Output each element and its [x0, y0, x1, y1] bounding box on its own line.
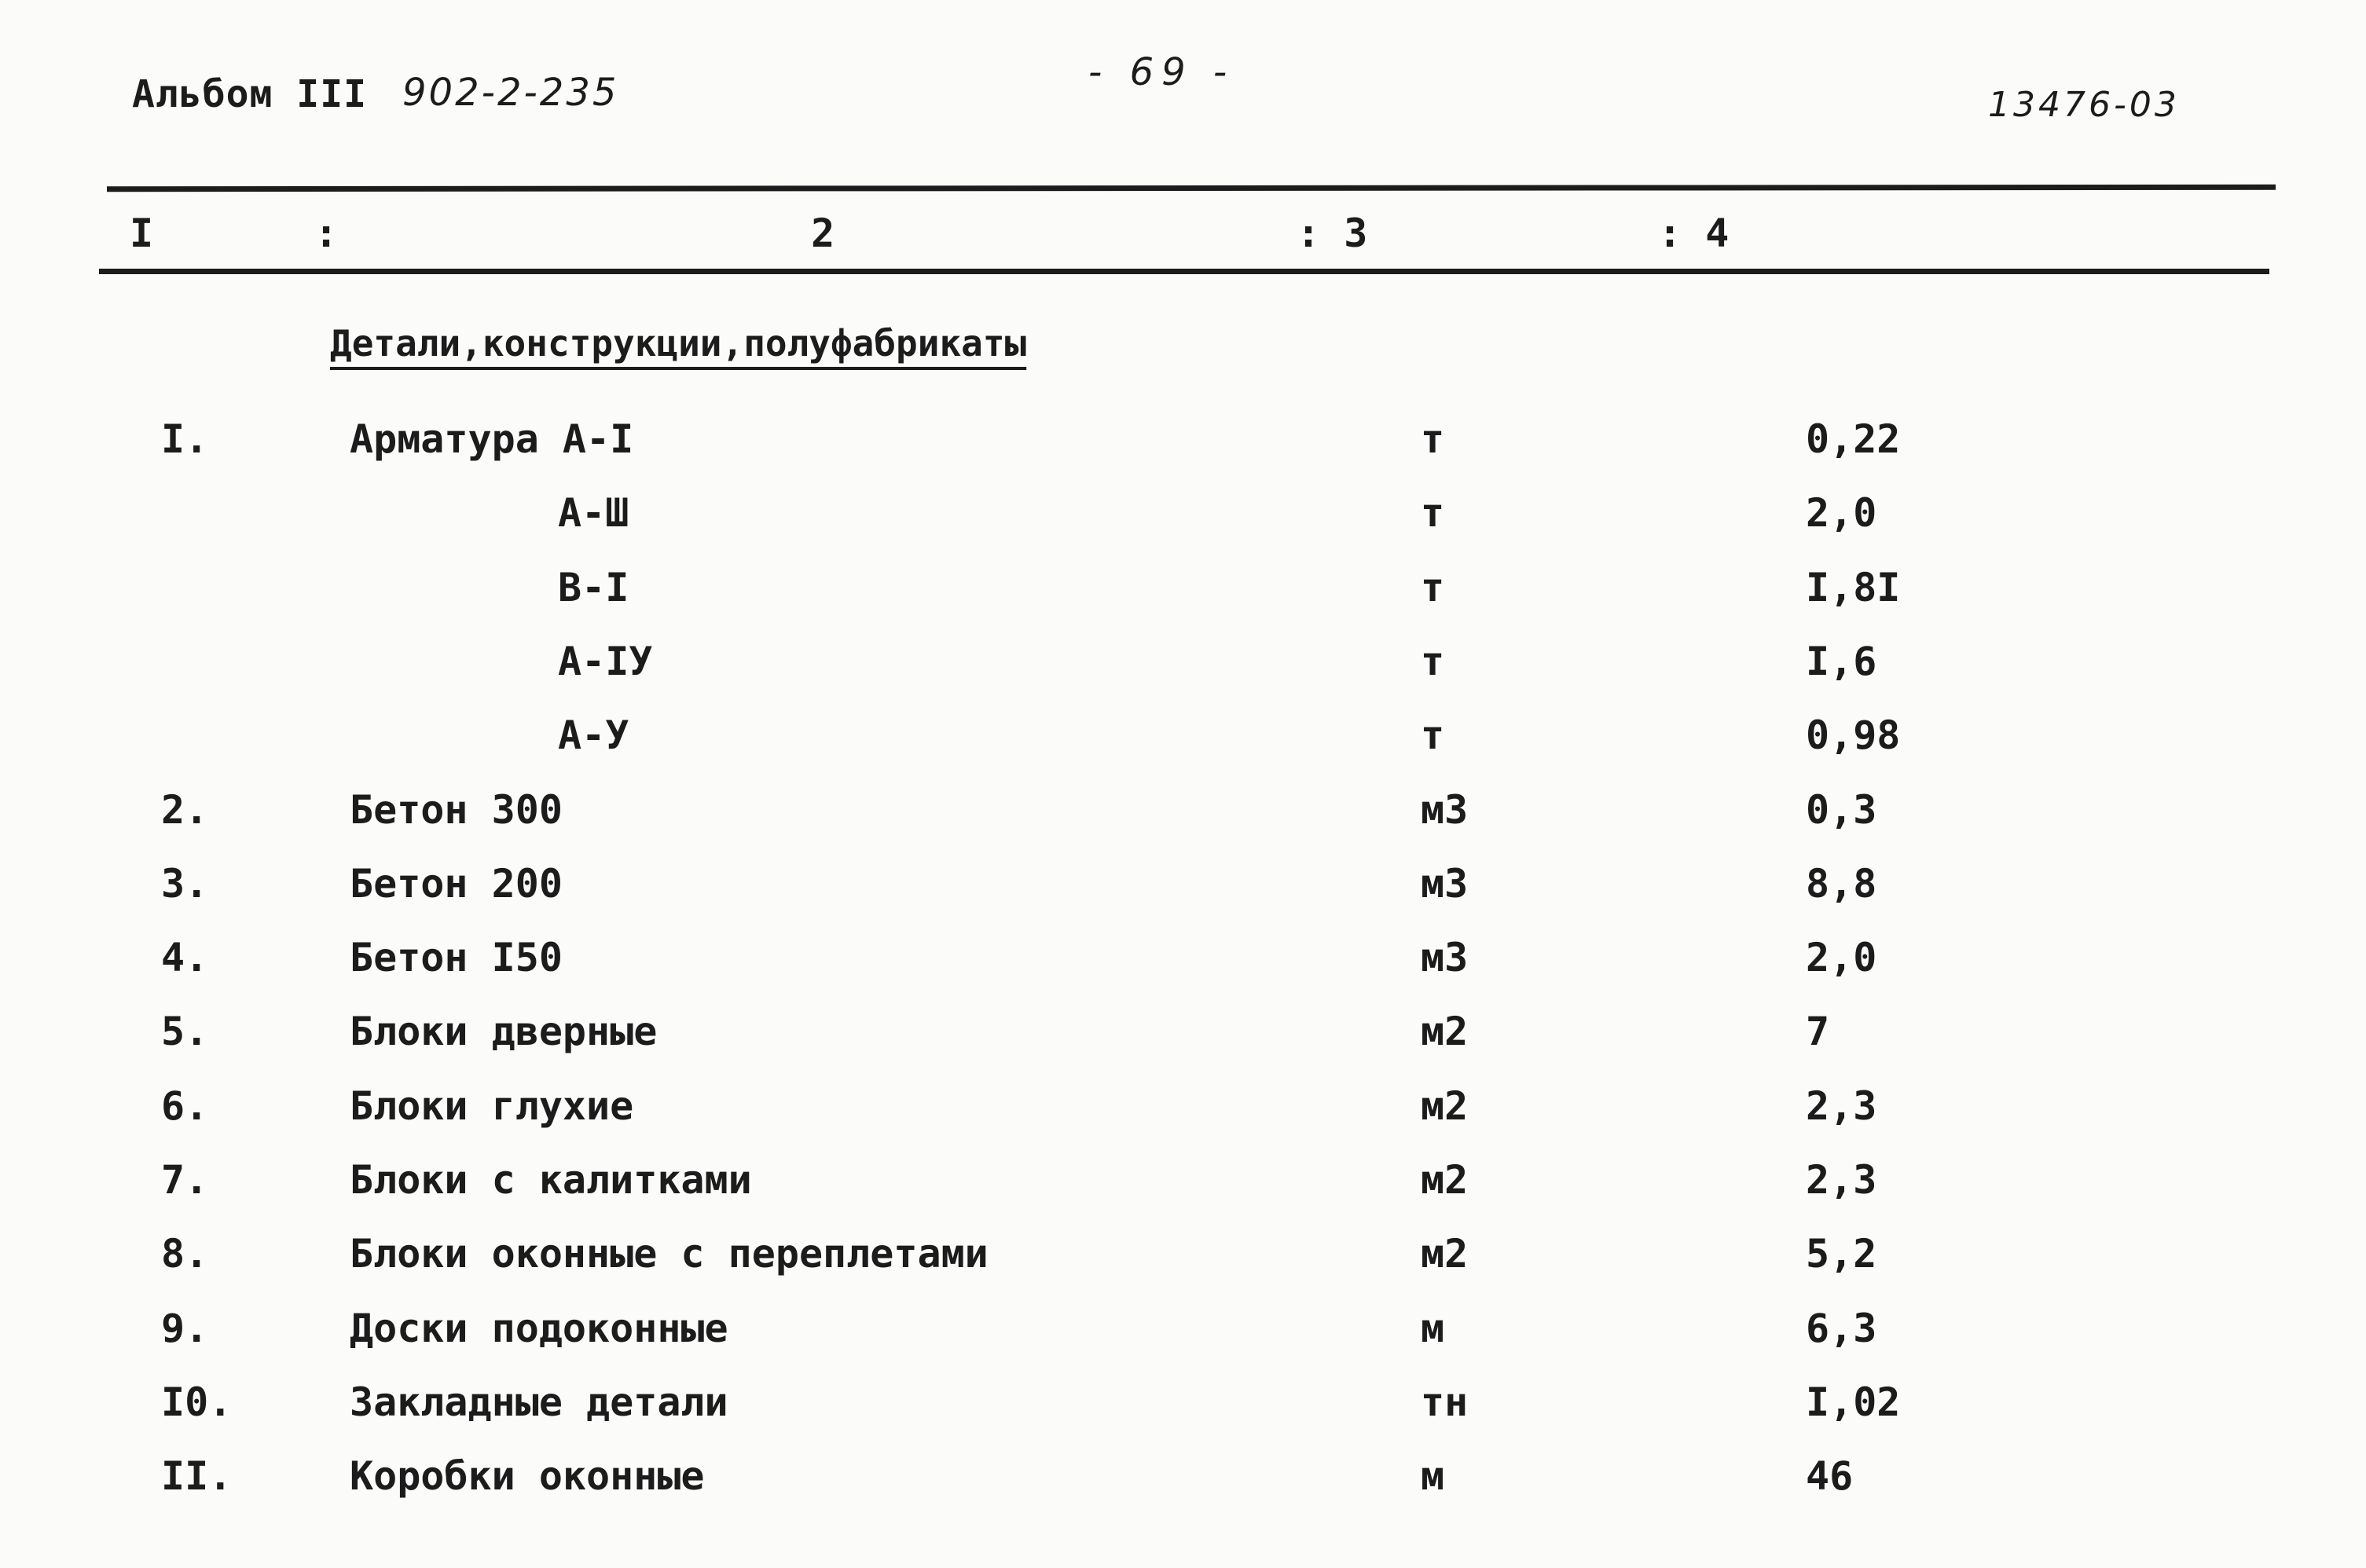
row-unit: м3 — [1421, 860, 1469, 907]
table-row — [0, 1009, 2366, 1083]
table-row — [0, 639, 2366, 713]
row-unit: м2 — [1421, 1231, 1469, 1277]
row-value: 2,0 — [1806, 935, 1877, 981]
table-row — [0, 935, 2366, 1009]
row-name: Бетон 200 — [350, 860, 563, 907]
column-header-1: I — [130, 211, 154, 256]
row-unit: м3 — [1421, 935, 1469, 981]
row-unit: т — [1421, 638, 1445, 684]
row-value: 0,22 — [1806, 416, 1901, 462]
row-name: Блоки с калитками — [350, 1157, 752, 1203]
row-name: Доски подоконные — [350, 1305, 728, 1351]
page-number: - 69 - — [1088, 50, 1235, 94]
row-unit: т — [1421, 490, 1445, 537]
row-number: 7. — [161, 1157, 209, 1203]
column-header-3: : 3 — [1297, 211, 1368, 256]
table-row — [0, 713, 2366, 786]
row-name: Коробки оконные — [350, 1453, 705, 1500]
row-unit: м — [1421, 1453, 1445, 1500]
row-value: 2,3 — [1806, 1157, 1877, 1203]
table-row — [0, 861, 2366, 935]
row-value: 7 — [1806, 1009, 1830, 1055]
row-name: Блоки глухие — [350, 1083, 634, 1129]
column-header-4: : 4 — [1658, 211, 1730, 256]
document-number: 13476-03 — [1988, 85, 2180, 125]
row-value: 0,98 — [1806, 713, 1901, 759]
row-unit: м2 — [1421, 1083, 1469, 1129]
row-name: Арматура А-I — [350, 416, 634, 462]
row-number: 8. — [161, 1231, 209, 1277]
row-name: А-Ш — [558, 490, 629, 537]
row-number: 2. — [161, 786, 209, 833]
table-row — [0, 1157, 2366, 1231]
table-row — [0, 1231, 2366, 1305]
row-unit: тн — [1421, 1379, 1469, 1425]
row-unit: м — [1421, 1305, 1445, 1351]
table-row — [0, 490, 2366, 564]
row-value: I,6 — [1806, 638, 1877, 684]
row-value: 0,3 — [1806, 786, 1877, 833]
row-value: 2,3 — [1806, 1083, 1877, 1129]
row-name: А-У — [558, 713, 629, 759]
row-value: I,02 — [1806, 1379, 1901, 1425]
row-unit: т — [1421, 416, 1445, 462]
table-header-rule — [99, 269, 2269, 274]
row-value: 5,2 — [1806, 1231, 1877, 1277]
row-value: 2,0 — [1806, 490, 1877, 537]
row-unit: м3 — [1421, 786, 1469, 833]
row-value: 8,8 — [1806, 860, 1877, 907]
row-number: I. — [161, 416, 209, 462]
row-name: А-IУ — [558, 638, 653, 684]
row-name: Блоки оконные с переплетами — [350, 1231, 989, 1277]
album-label: Альбом III — [132, 72, 367, 116]
row-name: Бетон 300 — [350, 786, 563, 833]
table-row — [0, 1379, 2366, 1453]
row-value: 6,3 — [1806, 1305, 1877, 1351]
table-row — [0, 1453, 2366, 1527]
project-code: 902-2-235 — [402, 71, 619, 115]
row-number: I0. — [161, 1379, 233, 1425]
row-value: 46 — [1806, 1453, 1854, 1500]
row-unit: т — [1421, 713, 1445, 759]
section-title — [330, 322, 1026, 365]
row-number: 6. — [161, 1083, 209, 1129]
row-number: 9. — [161, 1305, 209, 1351]
row-unit: м2 — [1421, 1157, 1469, 1203]
column-header-2: : 2 — [314, 211, 835, 256]
table-row — [0, 787, 2366, 861]
row-number: 5. — [161, 1009, 209, 1055]
row-number: II. — [161, 1453, 233, 1500]
table-row — [0, 416, 2366, 490]
row-unit: т — [1421, 564, 1445, 610]
table-row — [0, 1083, 2366, 1157]
table-row — [0, 565, 2366, 639]
table-top-rule — [107, 185, 2276, 192]
row-unit: м2 — [1421, 1009, 1469, 1055]
row-name: В-I — [558, 564, 629, 610]
row-number: 3. — [161, 860, 209, 907]
row-name: Бетон I50 — [350, 935, 563, 981]
row-number: 4. — [161, 935, 209, 981]
row-name: Блоки дверные — [350, 1009, 658, 1055]
table-row — [0, 1306, 2366, 1379]
row-value: I,8I — [1806, 564, 1901, 610]
section-title-text: Детали,конструкции,полуфабрикаты — [330, 322, 1027, 365]
row-name: Закладные детали — [350, 1379, 728, 1425]
